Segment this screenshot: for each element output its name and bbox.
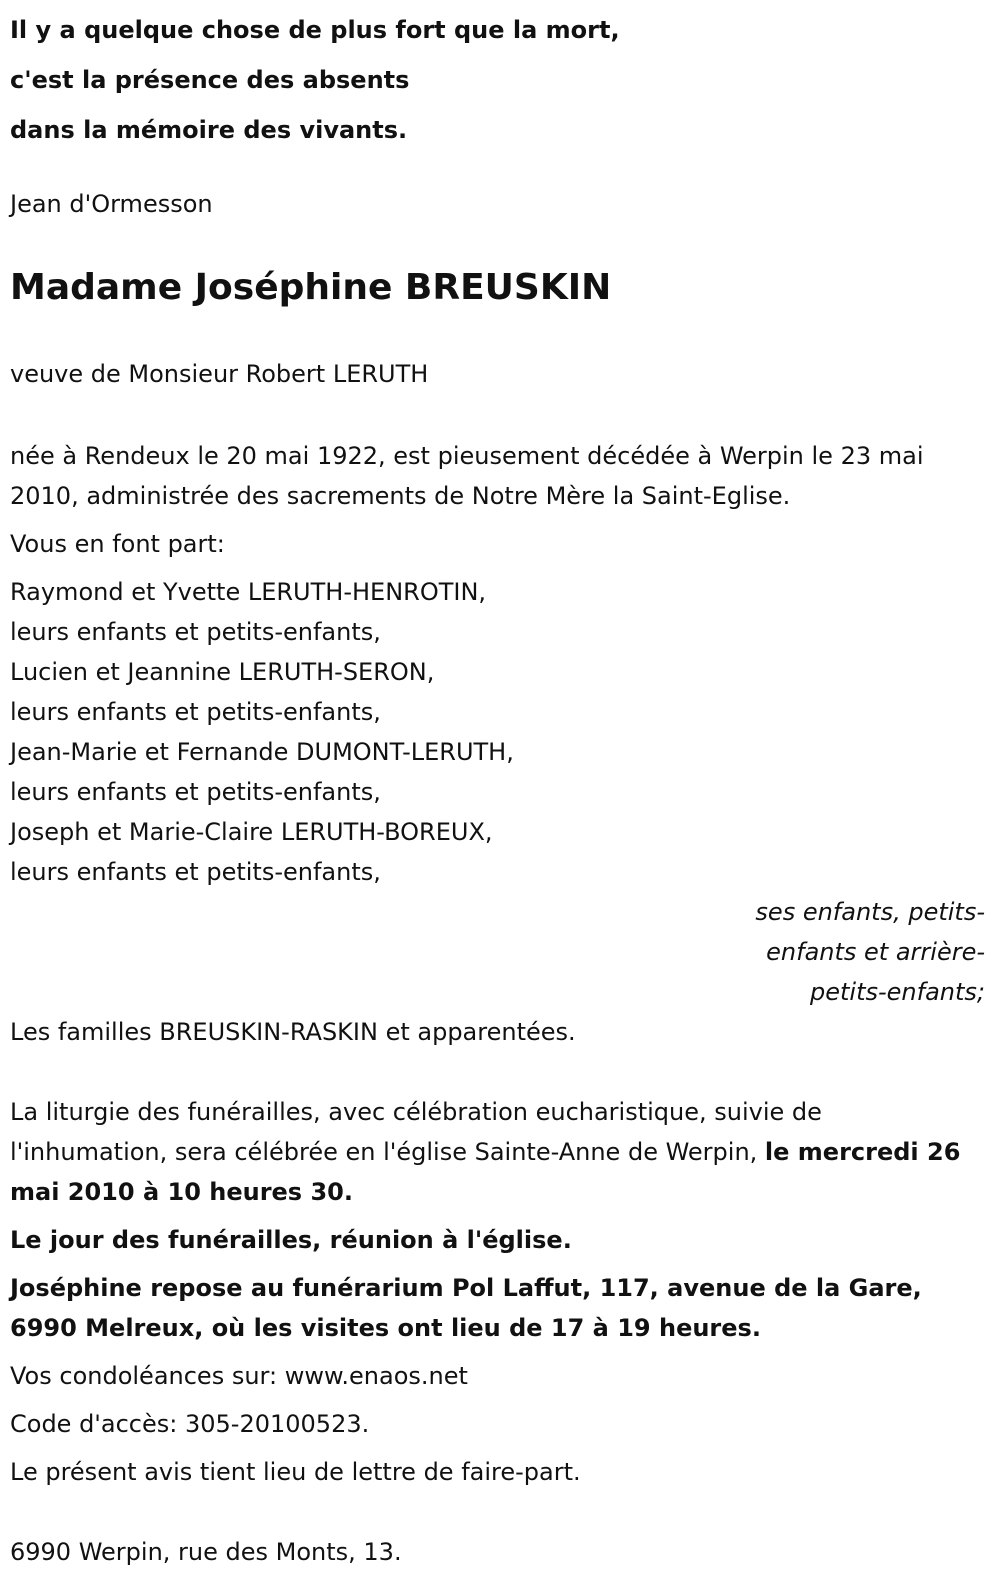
access-code: Code d'accès: 305-20100523. bbox=[10, 1410, 370, 1438]
liturgy-date: le mercredi 26 mai 2010 à 10 heures 30. bbox=[10, 1138, 961, 1206]
family-line: leurs enfants et petits-enfants, bbox=[10, 618, 381, 646]
quote-line: dans la mémoire des vivants. bbox=[10, 116, 408, 144]
condolences-link: Vos condoléances sur: www.enaos.net bbox=[10, 1362, 468, 1390]
family-line: Lucien et Jeannine LERUTH-SERON, bbox=[10, 658, 435, 686]
epigraph-quote bbox=[10, 5, 985, 155]
notice-statement: Le présent avis tient lieu de lettre de faire-part. bbox=[10, 1458, 581, 1486]
family-line: leurs enfants et petits-enfants, bbox=[10, 778, 381, 806]
birth-death-details: née à Rendeux le 20 mai 1922, est pieusement décédée à Werpin le 23 mai 2010, administrée des sacrements de Notre Mère la Saint-Eglise. bbox=[10, 442, 924, 510]
announcement-intro: Vous en font part: bbox=[10, 530, 225, 558]
family-address: 6990 Werpin, rue des Monts, 13. bbox=[10, 1538, 402, 1566]
family-line: Joseph et Marie-Claire LERUTH-BOREUX, bbox=[10, 818, 493, 846]
widow-of: veuve de Monsieur Robert LERUTH bbox=[10, 360, 429, 388]
liturgy-paragraph bbox=[10, 1092, 985, 1212]
quote-line: c'est la présence des absents bbox=[10, 66, 410, 94]
family-list bbox=[10, 572, 985, 892]
funeral-home-info: Joséphine repose au funérarium Pol Laffut, 117, avenue de la Gare, 6990 Melreux, où les visites ont lieu de 17 à 19 heures. bbox=[10, 1274, 922, 1342]
family-line: Jean-Marie et Fernande DUMONT-LERUTH, bbox=[10, 738, 514, 766]
quote-line: Il y a quelque chose de plus fort que la mort, bbox=[10, 16, 620, 44]
descendants-note-line: ses enfants, petits- bbox=[755, 898, 985, 926]
deceased-name: Madame Joséphine BREUSKIN bbox=[10, 267, 612, 308]
family-line: leurs enfants et petits-enfants, bbox=[10, 698, 381, 726]
family-line: Raymond et Yvette LERUTH-HENROTIN, bbox=[10, 578, 487, 606]
meeting-info: Le jour des funérailles, réunion à l'église. bbox=[10, 1226, 572, 1254]
descendants-note bbox=[745, 892, 985, 1012]
quote-author: Jean d'Ormesson bbox=[10, 190, 213, 218]
other-families: Les familles BREUSKIN-RASKIN et apparentées. bbox=[10, 1018, 576, 1046]
liturgy-text: La liturgie des funérailles, avec célébration eucharistique, suivie de l'inhumation, sera célébrée en l'église Sainte-Anne de Werpin, bbox=[10, 1098, 822, 1166]
family-line: leurs enfants et petits-enfants, bbox=[10, 858, 381, 886]
descendants-note-line: enfants et arrière- bbox=[766, 938, 985, 966]
obituary-notice bbox=[10, 5, 985, 1572]
descendants-note-line: petits-enfants; bbox=[810, 978, 985, 1006]
